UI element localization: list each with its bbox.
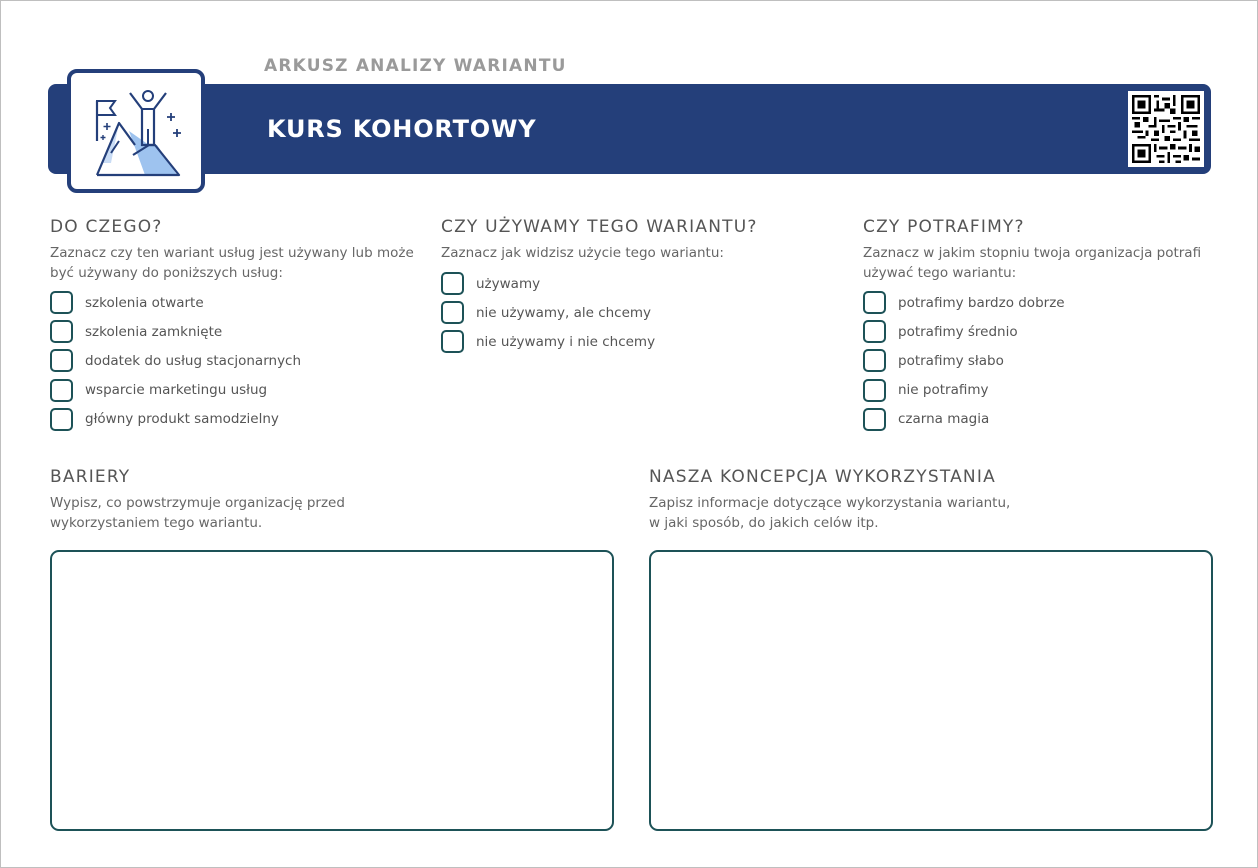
checkbox[interactable] (863, 379, 886, 402)
mountain-summit-icon (89, 83, 184, 183)
koncepcja-description-line: Zapisz informacje dotyczące wykorzystania wariantu, (649, 495, 1011, 511)
czy-uzywamy-description-line: Zaznacz jak widzisz użycie tego wariantu: (441, 245, 724, 261)
option-nie-uzywamy-nie-chcemy[interactable] (441, 327, 655, 356)
option-szkolenia-zamkniete[interactable] (50, 317, 301, 346)
option-czarna-magia[interactable] (863, 405, 1065, 434)
do-czego-description-line: Zaznacz czy ten wariant usług jest używany lub może (50, 245, 414, 261)
option-label: potrafimy bardzo dobrze (898, 294, 1065, 311)
koncepcja-description-line: w jaki sposób, do jakich celów itp. (649, 515, 879, 531)
option-label: nie używamy, ale chcemy (476, 304, 652, 321)
option-srednio[interactable] (863, 317, 1065, 346)
option-dodatek[interactable] (50, 346, 301, 375)
option-slabo[interactable] (863, 346, 1065, 375)
bariery-description-line: wykorzystaniem tego wariantu. (50, 515, 263, 531)
bariery-textbox[interactable] (50, 550, 614, 831)
czy-uzywamy-options (441, 269, 655, 357)
title-banner (48, 84, 1211, 174)
checkbox[interactable] (863, 320, 886, 343)
option-wsparcie-marketingu[interactable] (50, 376, 301, 405)
option-uzywamy[interactable] (441, 269, 655, 298)
bariery-description (50, 493, 345, 533)
do-czego-title: DO CZEGO? (50, 217, 163, 237)
option-label: potrafimy słabo (898, 352, 1004, 369)
koncepcja-textbox[interactable] (649, 550, 1213, 831)
qr-code-icon (1128, 91, 1204, 167)
do-czego-description-line: być używany do poniższych usług: (50, 265, 283, 281)
worksheet-title: KURS KOHORTOWY (267, 115, 537, 143)
bariery-title: BARIERY (50, 467, 131, 487)
option-nie-potrafimy[interactable] (863, 376, 1065, 405)
bariery-description-line: Wypisz, co powstrzymuje organizację przed (50, 495, 345, 511)
option-label: nie używamy i nie chcemy (476, 333, 656, 350)
option-label: główny produkt samodzielny (85, 411, 279, 428)
option-nie-uzywamy-chcemy[interactable] (441, 298, 655, 327)
koncepcja-title: NASZA KONCEPCJA WYKORZYSTANIA (649, 467, 996, 487)
worksheet-subtitle: ARKUSZ ANALIZY WARIANTU (264, 56, 567, 76)
logo-frame (67, 69, 205, 193)
do-czego-description (50, 243, 414, 283)
option-label: szkolenia zamknięte (85, 323, 223, 340)
czy-uzywamy-title: CZY UŻYWAMY TEGO WARIANTU? (441, 217, 758, 237)
checkbox[interactable] (50, 379, 73, 402)
option-label: wsparcie marketingu usług (85, 382, 268, 399)
option-glowny-produkt[interactable] (50, 405, 301, 434)
option-label: potrafimy średnio (898, 323, 1018, 340)
checkbox[interactable] (863, 349, 886, 372)
czy-potrafimy-description-line: używać tego wariantu: (863, 265, 1017, 281)
checkbox[interactable] (863, 291, 886, 314)
option-label: używamy (476, 275, 541, 292)
checkbox[interactable] (50, 408, 73, 431)
czy-potrafimy-description (863, 243, 1201, 283)
checkbox[interactable] (50, 320, 73, 343)
czy-uzywamy-description (441, 243, 724, 263)
checkbox[interactable] (441, 330, 464, 353)
czy-potrafimy-options (863, 288, 1065, 434)
do-czego-options (50, 288, 301, 434)
option-label: czarna magia (898, 411, 990, 428)
czy-potrafimy-title: CZY POTRAFIMY? (863, 217, 1025, 237)
option-label: nie potrafimy (898, 382, 989, 399)
checkbox[interactable] (441, 272, 464, 295)
option-label: dodatek do usług stacjonarnych (85, 352, 302, 369)
checkbox[interactable] (441, 301, 464, 324)
checkbox[interactable] (50, 349, 73, 372)
option-label: szkolenia otwarte (85, 294, 204, 311)
checkbox[interactable] (50, 291, 73, 314)
koncepcja-description (649, 493, 1010, 533)
option-bardzo-dobrze[interactable] (863, 288, 1065, 317)
checkbox[interactable] (863, 408, 886, 431)
option-szkolenia-otwarte[interactable] (50, 288, 301, 317)
czy-potrafimy-description-line: Zaznacz w jakim stopniu twoja organizacja potrafi (863, 245, 1202, 261)
